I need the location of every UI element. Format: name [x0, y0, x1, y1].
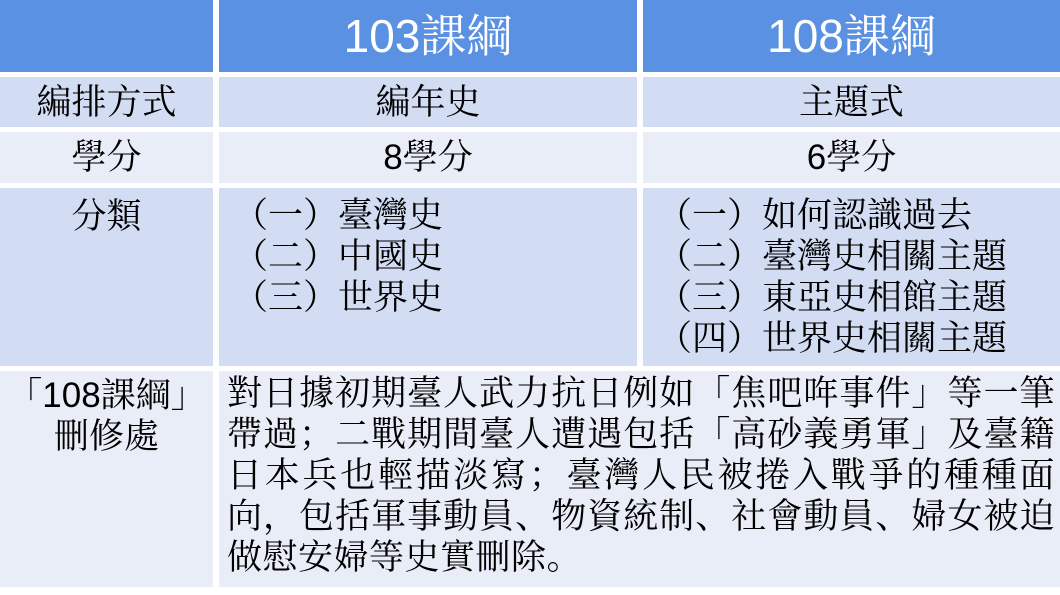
classification-103-item: （三）世界史: [233, 278, 444, 317]
classification-108-list: [643, 188, 1060, 366]
row-label-revisions: [0, 371, 213, 587]
revisions-label-line2: 刪修處: [53, 417, 159, 456]
credits-103-value: 8學分: [219, 132, 637, 183]
row-label-credits: 學分: [0, 132, 213, 183]
classification-103-item: （二）中國史: [233, 237, 444, 276]
row-label-arrangement: 編排方式: [0, 77, 213, 127]
classification-108-item: （一）如何認識過去: [657, 196, 973, 235]
credits-108-value: 6學分: [643, 132, 1060, 183]
classification-108-item: （四）世界史相關主題: [657, 319, 1008, 358]
header-cell-103: 103課綱: [219, 0, 637, 72]
row-label-classification: 分類: [0, 188, 213, 366]
revisions-description-text: 對日據初期臺人武力抗日例如「焦吧哖事件」等一筆帶過；二戰期間臺人遭遇包括「高砂義勇軍」及臺籍日本兵也輕描淡寫；臺灣人民被捲入戰爭的種種面向，包括軍事動員、物資統制、社會動員、婦女被迫做慰安婦等史實刪除。: [227, 374, 1055, 577]
classification-103-item: （一）臺灣史: [233, 196, 444, 235]
arrangement-103-value: 編年史: [219, 77, 637, 127]
classification-103-list: [219, 188, 637, 366]
arrangement-108-value: 主題式: [643, 77, 1060, 127]
revisions-label-line1: 「108課綱」: [7, 376, 206, 415]
header-cell-108: 108課綱: [643, 0, 1060, 72]
revisions-description-cell: [219, 371, 1060, 587]
classification-108-item: （三）東亞史相館主題: [657, 278, 1008, 317]
header-corner-cell: [0, 0, 213, 72]
classification-108-item: （二）臺灣史相關主題: [657, 237, 1008, 276]
